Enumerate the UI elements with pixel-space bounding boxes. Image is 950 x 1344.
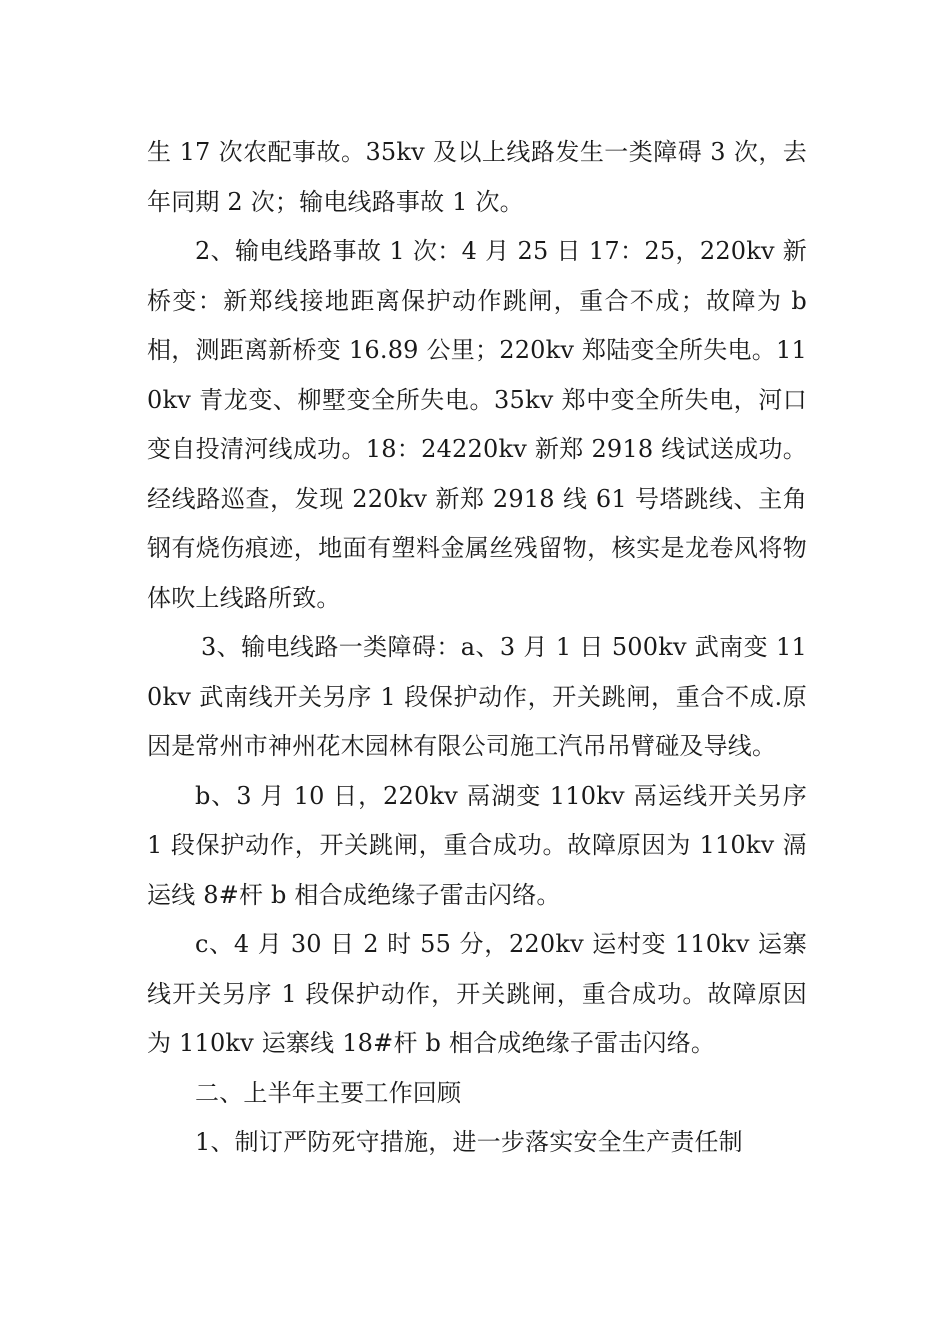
section-heading-work-review: 二、上半年主要工作回顾 xyxy=(195,1078,462,1107)
subheading-safety-measures: 1、制订严防死守措施，进一步落实安全生产责任制 xyxy=(195,1128,743,1156)
paragraph-transmission-accident: 2、输电线路事故 1 次：4 月 25 日 17：25，220kv 新桥变：新郑线接地距离保护动作跳闸，重合不成；故障为 b 相，测距离新桥变 16.89 公里；220kv 郑陆变全所失电。110kv 青龙变、柳墅变全所失电。35kv 郑中变全所失电，河口变自投清河线成功。18：24220kv 新郑 2918 线试送成功。经线路巡查，发现 220kv 新郑 2918 线 61 号塔跳线、主角钢有烧伤痕迹，地面有塑料金属丝残留物，核实是龙卷风将物体吹上线路所致。 xyxy=(147,237,807,612)
document-body xyxy=(147,128,807,1168)
paragraph-class-one-fault-c: c、4 月 30 日 2 时 55 分，220kv 运村变 110kv 运寨线开关另序 1 段保护动作，开关跳闸，重合成功。故障原因为 110kv 运寨线 18#杆 b 相合成绝缘子雷击闪络。 xyxy=(147,930,807,1057)
paragraph-class-one-fault-a: 3、输电线路一类障碍：a、3 月 1 日 500kv 武南变 110kv 武南线开关另序 1 段保护动作，开关跳闸，重合不成.原因是常州市神州花木园林有限公司施工汽吊吊臂碰及导线。 xyxy=(147,633,807,760)
paragraph-class-one-fault-b: b、3 月 10 日，220kv 鬲湖变 110kv 鬲运线开关另序 1 段保护动作，开关跳闸，重合成功。故障原因为 110kv 滆运线 8#杆 b 相合成绝缘子雷击闪络。 xyxy=(147,781,807,909)
paragraph-accident-summary: 生 17 次农配事故。35kv 及以上线路发生一类障碍 3 次，去年同期 2 次；输电线路事故 1 次。 xyxy=(147,138,807,216)
